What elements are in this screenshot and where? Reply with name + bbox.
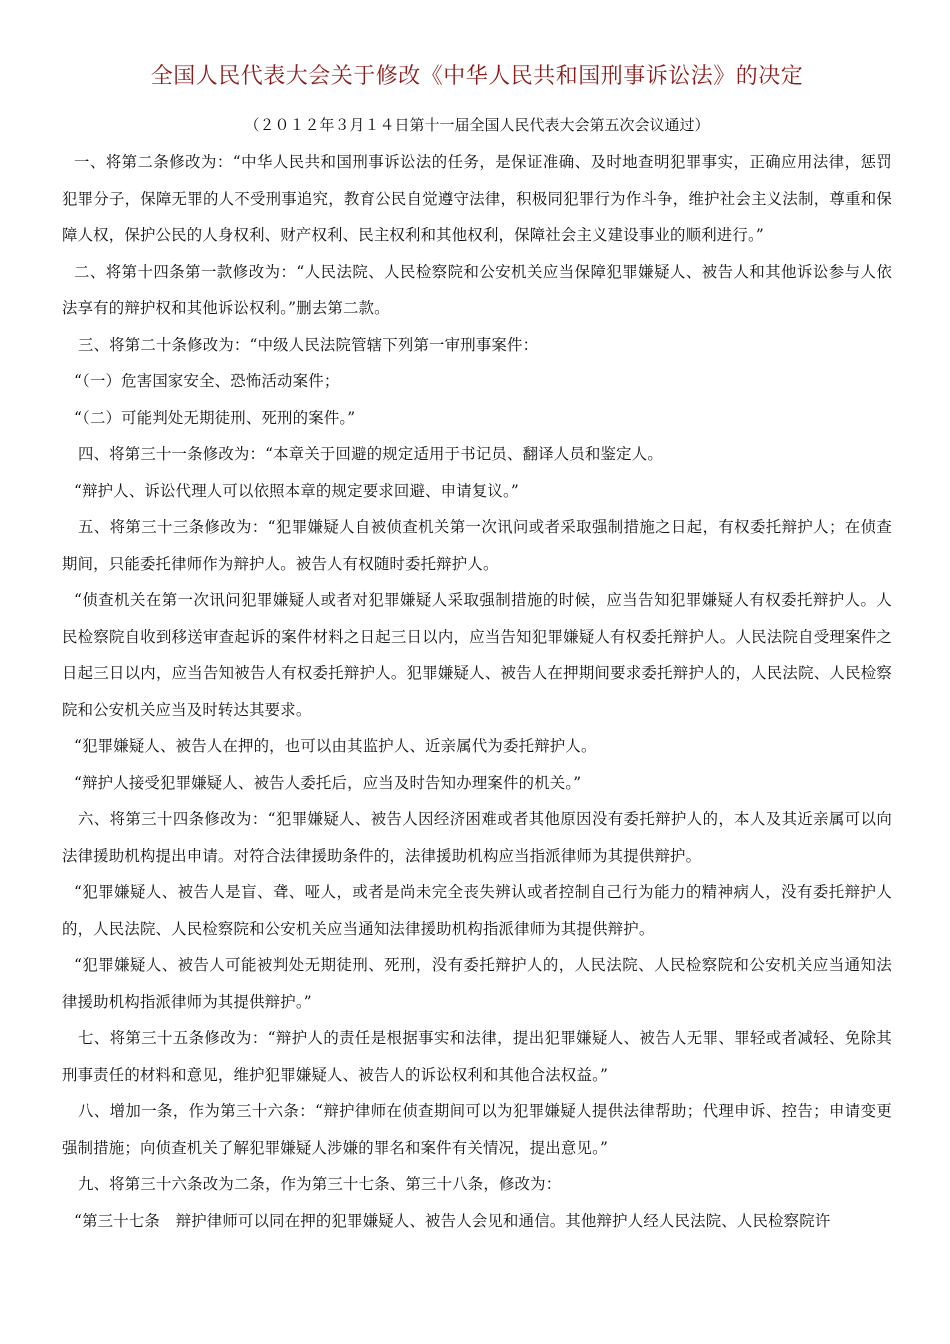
paragraph-16: 八、增加一条，作为第三十六条：“辩护律师在侦查期间可以为犯罪嫌疑人提供法律帮助；代理申诉、控告；申请变更强制措施；向侦查机关了解犯罪嫌疑人涉嫌的罪名和案件有关情况，提出意见。” bbox=[62, 1102, 892, 1157]
paragraph-10: “犯罪嫌疑人、被告人在押的，也可以由其监护人、近亲属代为委托辩护人。 bbox=[74, 737, 597, 755]
paragraph-4: “（一）危害国家安全、恐怖活动案件； bbox=[74, 372, 340, 390]
paragraph-1: 一、将第二条修改为：“中华人民共和国刑事诉讼法的任务，是保证准确、及时地查明犯罪事实，正确应用法律，惩罚犯罪分子，保障无罪的人不受刑事追究，教育公民自觉遵守法律，积极同犯罪行为作斗争，维护社会主义法制，尊重和保障人权，保护公民的人身权利、财产权利、民主权利和其他权利，保障社会主义建设事业的顺利进行。” bbox=[62, 153, 892, 244]
paragraph-8: 五、将第三十三条修改为：“犯罪嫌疑人自被侦查机关第一次讯问或者采取强制措施之日起，有权委托辩护人；在侦查期间，只能委托律师作为辩护人。被告人有权随时委托辩护人。 bbox=[62, 518, 892, 573]
paragraph-17: 九、将第三十六条改为二条，作为第三十七条、第三十八条，修改为： bbox=[78, 1175, 562, 1193]
paragraph-5: “（二）可能判处无期徒刑、死刑的案件。” bbox=[74, 408, 356, 427]
paragraph-15: 七、将第三十五条修改为：“辩护人的责任是根据事实和法律，提出犯罪嫌疑人、被告人无罪、罪轻或者减轻、免除其刑事责任的材料和意见，维护犯罪嫌疑人、被告人的诉讼权利和其他合法权益。” bbox=[62, 1029, 892, 1084]
paragraph-7: “辩护人、诉讼代理人可以依照本章的规定要求回避、申请复议。” bbox=[74, 481, 519, 500]
paragraph-11: “辩护人接受犯罪嫌疑人、被告人委托后，应当及时告知办理案件的机关。” bbox=[74, 773, 582, 792]
document-title: 全国人民代表大会关于修改《中华人民共和国刑事诉讼法》的决定 bbox=[150, 64, 804, 89]
paragraph-13: “犯罪嫌疑人、被告人是盲、聋、哑人，或者是尚未完全丧失辨认或者控制自己行为能力的精神病人，没有委托辩护人的，人民法院、人民检察院和公安机关应当通知法律援助机构指派律师为其提供辩护。 bbox=[62, 883, 892, 938]
paragraph-14: “犯罪嫌疑人、被告人可能被判处无期徒刑、死刑，没有委托辩护人的，人民法院、人民检察院和公安机关应当通知法律援助机构指派律师为其提供辩护。” bbox=[62, 956, 892, 1011]
document-subtitle: （２０１２年３月１４日第十一届全国人民代表大会第五次会议通过） bbox=[244, 116, 710, 134]
paragraph-9: “侦查机关在第一次讯问犯罪嫌疑人或者对犯罪嫌疑人采取强制措施的时候，应当告知犯罪嫌疑人有权委托辩护人。人民检察院自收到移送审查起诉的案件材料之日起三日以内，应当告知犯罪嫌疑人有权委托辩护人。人民法院自受理案件之日起三日以内，应当告知被告人有权委托辩护人。犯罪嫌疑人、被告人在押期间要求委托辩护人的，人民法院、人民检察院和公安机关应当及时转达其要求。 bbox=[62, 591, 892, 719]
paragraph-2: 二、将第十四条第一款修改为：“人民法院、人民检察院和公安机关应当保障犯罪嫌疑人、被告人和其他诉讼参与人依法享有的辩护权和其他诉讼权利。”删去第二款。 bbox=[62, 262, 892, 317]
paragraph-12: 六、将第三十四条修改为：“犯罪嫌疑人、被告人因经济困难或者其他原因没有委托辩护人的，本人及其近亲属可以向法律援助机构提出申请。对符合法律援助条件的，法律援助机构应当指派律师为其提供辩护。 bbox=[62, 810, 892, 865]
paragraph-3: 三、将第二十条修改为：“中级人民法院管辖下列第一审刑事案件： bbox=[78, 335, 539, 354]
paragraph-6: 四、将第三十一条修改为：“本章关于回避的规定适用于书记员、翻译人员和鉴定人。 bbox=[78, 445, 663, 463]
paragraph-18: “第三十七条 辩护律师可以同在押的犯罪嫌疑人、被告人会见和通信。其他辩护人经人民法院、人民检察院许 bbox=[74, 1211, 831, 1230]
